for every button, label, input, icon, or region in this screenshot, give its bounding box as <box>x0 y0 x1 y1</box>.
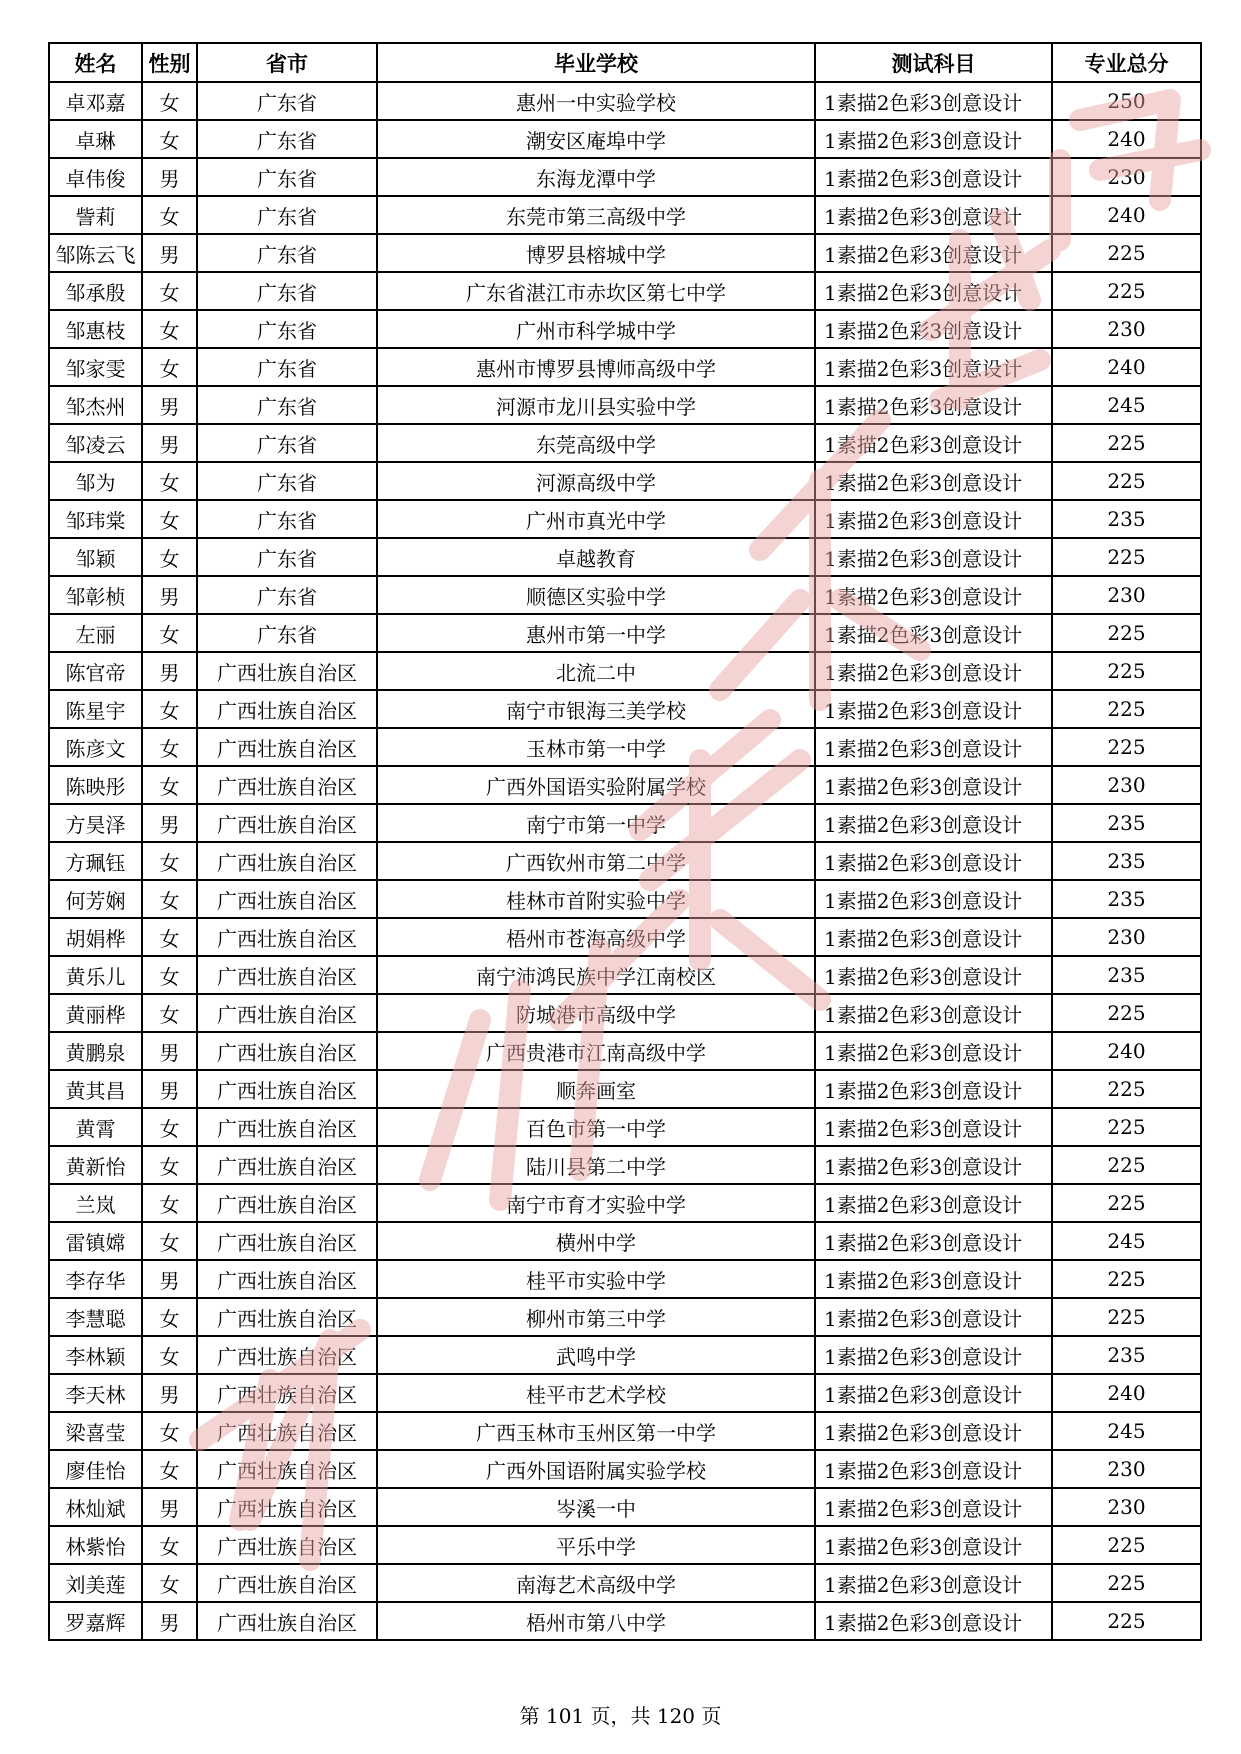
table-row <box>49 1412 1201 1450</box>
cell-province: 广西壮族自治区 <box>197 1184 377 1222</box>
cell-subject: 1素描2色彩3创意设计 <box>815 1146 1052 1184</box>
header-school: 毕业学校 <box>377 43 815 82</box>
cell-school: 东莞高级中学 <box>377 424 815 462</box>
cell-school: 梧州市第八中学 <box>377 1602 815 1640</box>
cell-province: 广西壮族自治区 <box>197 956 377 994</box>
cell-gender: 女 <box>142 690 197 728</box>
cell-school: 顺德区实验中学 <box>377 576 815 614</box>
cell-subject: 1素描2色彩3创意设计 <box>815 348 1052 386</box>
cell-subject: 1素描2色彩3创意设计 <box>815 994 1052 1032</box>
cell-school: 北流二中 <box>377 652 815 690</box>
cell-school: 桂平市实验中学 <box>377 1260 815 1298</box>
cell-subject: 1素描2色彩3创意设计 <box>815 462 1052 500</box>
cell-total-score: 235 <box>1052 804 1201 842</box>
cell-province: 广西壮族自治区 <box>197 1450 377 1488</box>
cell-province: 广东省 <box>197 196 377 234</box>
cell-subject: 1素描2色彩3创意设计 <box>815 120 1052 158</box>
cell-gender: 男 <box>142 576 197 614</box>
header-subject: 测试科目 <box>815 43 1052 82</box>
cell-subject: 1素描2色彩3创意设计 <box>815 1260 1052 1298</box>
cell-school: 南宁市育才实验中学 <box>377 1184 815 1222</box>
cell-school: 南宁沛鸿民族中学江南校区 <box>377 956 815 994</box>
cell-province: 广东省 <box>197 462 377 500</box>
cell-name: 何芳娴 <box>49 880 142 918</box>
cell-gender: 女 <box>142 1146 197 1184</box>
cell-name: 左丽 <box>49 614 142 652</box>
cell-province: 广西壮族自治区 <box>197 1374 377 1412</box>
header-total-score: 专业总分 <box>1052 43 1201 82</box>
cell-name: 雷镇嫦 <box>49 1222 142 1260</box>
cell-gender: 女 <box>142 842 197 880</box>
cell-gender: 女 <box>142 348 197 386</box>
cell-name: 林紫怡 <box>49 1526 142 1564</box>
cell-gender: 女 <box>142 1450 197 1488</box>
cell-subject: 1素描2色彩3创意设计 <box>815 1336 1052 1374</box>
cell-subject: 1素描2色彩3创意设计 <box>815 500 1052 538</box>
cell-subject: 1素描2色彩3创意设计 <box>815 1184 1052 1222</box>
table-row <box>49 1488 1201 1526</box>
cell-gender: 男 <box>142 424 197 462</box>
cell-province: 广西壮族自治区 <box>197 1298 377 1336</box>
cell-gender: 女 <box>142 1298 197 1336</box>
cell-name: 邹杰州 <box>49 386 142 424</box>
cell-gender: 女 <box>142 918 197 956</box>
cell-school: 防城港市高级中学 <box>377 994 815 1032</box>
cell-total-score: 225 <box>1052 994 1201 1032</box>
cell-subject: 1素描2色彩3创意设计 <box>815 614 1052 652</box>
cell-subject: 1素描2色彩3创意设计 <box>815 82 1052 120</box>
cell-school: 河源市龙川县实验中学 <box>377 386 815 424</box>
table-row <box>49 1336 1201 1374</box>
cell-province: 广西壮族自治区 <box>197 1336 377 1374</box>
cell-school: 柳州市第三中学 <box>377 1298 815 1336</box>
cell-subject: 1素描2色彩3创意设计 <box>815 1602 1052 1640</box>
cell-total-score: 225 <box>1052 1298 1201 1336</box>
cell-name: 黄新怡 <box>49 1146 142 1184</box>
cell-school: 桂平市艺术学校 <box>377 1374 815 1412</box>
table-row <box>49 234 1201 272</box>
cell-subject: 1素描2色彩3创意设计 <box>815 1564 1052 1602</box>
cell-gender: 女 <box>142 728 197 766</box>
cell-total-score: 225 <box>1052 1108 1201 1146</box>
cell-province: 广东省 <box>197 348 377 386</box>
cell-total-score: 240 <box>1052 196 1201 234</box>
table-row <box>49 1222 1201 1260</box>
cell-name: 陈星宇 <box>49 690 142 728</box>
cell-gender: 女 <box>142 196 197 234</box>
cell-gender: 女 <box>142 956 197 994</box>
cell-name: 陈彦文 <box>49 728 142 766</box>
cell-gender: 女 <box>142 1564 197 1602</box>
cell-school: 广州市真光中学 <box>377 500 815 538</box>
cell-province: 广东省 <box>197 158 377 196</box>
cell-name: 李天林 <box>49 1374 142 1412</box>
cell-total-score: 225 <box>1052 614 1201 652</box>
cell-province: 广东省 <box>197 386 377 424</box>
table-row <box>49 310 1201 348</box>
header-gender: 性别 <box>142 43 197 82</box>
cell-name: 林灿斌 <box>49 1488 142 1526</box>
cell-subject: 1素描2色彩3创意设计 <box>815 1450 1052 1488</box>
cell-school: 河源高级中学 <box>377 462 815 500</box>
cell-gender: 男 <box>142 386 197 424</box>
cell-name: 黄乐儿 <box>49 956 142 994</box>
cell-gender: 女 <box>142 1184 197 1222</box>
cell-total-score: 235 <box>1052 880 1201 918</box>
cell-school: 惠州市博罗县博师高级中学 <box>377 348 815 386</box>
cell-total-score: 230 <box>1052 158 1201 196</box>
cell-name: 刘美莲 <box>49 1564 142 1602</box>
table-row <box>49 158 1201 196</box>
cell-name: 陈映彤 <box>49 766 142 804</box>
cell-total-score: 230 <box>1052 576 1201 614</box>
table-row <box>49 386 1201 424</box>
cell-school: 潮安区庵埠中学 <box>377 120 815 158</box>
table-row <box>49 272 1201 310</box>
cell-gender: 男 <box>142 158 197 196</box>
cell-total-score: 225 <box>1052 1146 1201 1184</box>
cell-total-score: 225 <box>1052 234 1201 272</box>
cell-province: 广西壮族自治区 <box>197 994 377 1032</box>
cell-total-score: 235 <box>1052 500 1201 538</box>
cell-gender: 女 <box>142 120 197 158</box>
cell-school: 惠州一中实验学校 <box>377 82 815 120</box>
cell-school: 百色市第一中学 <box>377 1108 815 1146</box>
cell-subject: 1素描2色彩3创意设计 <box>815 576 1052 614</box>
cell-province: 广东省 <box>197 310 377 348</box>
cell-subject: 1素描2色彩3创意设计 <box>815 766 1052 804</box>
cell-total-score: 240 <box>1052 348 1201 386</box>
cell-subject: 1素描2色彩3创意设计 <box>815 538 1052 576</box>
cell-subject: 1素描2色彩3创意设计 <box>815 1108 1052 1146</box>
cell-total-score: 245 <box>1052 1222 1201 1260</box>
table-row <box>49 1184 1201 1222</box>
cell-school: 博罗县榕城中学 <box>377 234 815 272</box>
table-body <box>49 82 1201 1640</box>
cell-subject: 1素描2色彩3创意设计 <box>815 1412 1052 1450</box>
cell-total-score: 235 <box>1052 956 1201 994</box>
table-row <box>49 500 1201 538</box>
cell-name: 邹颖 <box>49 538 142 576</box>
cell-name: 罗嘉辉 <box>49 1602 142 1640</box>
cell-school: 卓越教育 <box>377 538 815 576</box>
cell-school: 武鸣中学 <box>377 1336 815 1374</box>
cell-province: 广西壮族自治区 <box>197 1222 377 1260</box>
cell-total-score: 225 <box>1052 1260 1201 1298</box>
table-row <box>49 424 1201 462</box>
cell-gender: 女 <box>142 994 197 1032</box>
cell-school: 南宁市第一中学 <box>377 804 815 842</box>
cell-total-score: 225 <box>1052 1184 1201 1222</box>
cell-total-score: 240 <box>1052 1374 1201 1412</box>
table-row <box>49 1526 1201 1564</box>
table-row <box>49 652 1201 690</box>
cell-subject: 1素描2色彩3创意设计 <box>815 728 1052 766</box>
cell-gender: 女 <box>142 1412 197 1450</box>
table-row <box>49 1260 1201 1298</box>
cell-name: 邹家雯 <box>49 348 142 386</box>
cell-school: 平乐中学 <box>377 1526 815 1564</box>
cell-subject: 1素描2色彩3创意设计 <box>815 956 1052 994</box>
cell-name: 黄丽桦 <box>49 994 142 1032</box>
cell-name: 邹彰桢 <box>49 576 142 614</box>
cell-school: 广西外国语实验附属学校 <box>377 766 815 804</box>
cell-name: 李林颖 <box>49 1336 142 1374</box>
table-row <box>49 614 1201 652</box>
cell-province: 广西壮族自治区 <box>197 1488 377 1526</box>
cell-name: 邹凌云 <box>49 424 142 462</box>
cell-subject: 1素描2色彩3创意设计 <box>815 804 1052 842</box>
cell-province: 广东省 <box>197 120 377 158</box>
cell-total-score: 225 <box>1052 690 1201 728</box>
table-row <box>49 82 1201 120</box>
cell-subject: 1素描2色彩3创意设计 <box>815 386 1052 424</box>
cell-school: 东莞市第三高级中学 <box>377 196 815 234</box>
cell-total-score: 225 <box>1052 1070 1201 1108</box>
score-table <box>48 42 1202 1641</box>
cell-province: 广东省 <box>197 538 377 576</box>
table-row <box>49 1374 1201 1412</box>
cell-subject: 1素描2色彩3创意设计 <box>815 1488 1052 1526</box>
cell-school: 桂林市首附实验中学 <box>377 880 815 918</box>
table-row <box>49 1070 1201 1108</box>
table-row <box>49 766 1201 804</box>
cell-gender: 男 <box>142 1032 197 1070</box>
cell-name: 卓伟俊 <box>49 158 142 196</box>
cell-subject: 1素描2色彩3创意设计 <box>815 196 1052 234</box>
cell-name: 黄鹏泉 <box>49 1032 142 1070</box>
cell-province: 广西壮族自治区 <box>197 918 377 956</box>
table-row <box>49 842 1201 880</box>
cell-total-score: 235 <box>1052 842 1201 880</box>
cell-total-score: 240 <box>1052 120 1201 158</box>
cell-name: 兰岚 <box>49 1184 142 1222</box>
cell-name: 方昊泽 <box>49 804 142 842</box>
cell-province: 广东省 <box>197 272 377 310</box>
table-row <box>49 1564 1201 1602</box>
cell-total-score: 225 <box>1052 1564 1201 1602</box>
table-row <box>49 576 1201 614</box>
table-row <box>49 880 1201 918</box>
cell-province: 广西壮族自治区 <box>197 1412 377 1450</box>
table-row <box>49 728 1201 766</box>
cell-total-score: 230 <box>1052 310 1201 348</box>
cell-gender: 男 <box>142 1070 197 1108</box>
cell-subject: 1素描2色彩3创意设计 <box>815 918 1052 956</box>
cell-province: 广西壮族自治区 <box>197 1260 377 1298</box>
cell-total-score: 225 <box>1052 272 1201 310</box>
cell-total-score: 245 <box>1052 386 1201 424</box>
header-province: 省市 <box>197 43 377 82</box>
cell-school: 岑溪一中 <box>377 1488 815 1526</box>
cell-province: 广西壮族自治区 <box>197 1032 377 1070</box>
cell-total-score: 235 <box>1052 1336 1201 1374</box>
cell-name: 陈官帝 <box>49 652 142 690</box>
cell-province: 广西壮族自治区 <box>197 1146 377 1184</box>
cell-province: 广西壮族自治区 <box>197 842 377 880</box>
cell-gender: 男 <box>142 1374 197 1412</box>
cell-province: 广西壮族自治区 <box>197 690 377 728</box>
cell-school: 顺奔画室 <box>377 1070 815 1108</box>
cell-school: 广西玉林市玉州区第一中学 <box>377 1412 815 1450</box>
table-row <box>49 690 1201 728</box>
table-row <box>49 1298 1201 1336</box>
cell-name: 邹玮棠 <box>49 500 142 538</box>
cell-total-score: 225 <box>1052 424 1201 462</box>
cell-province: 广西壮族自治区 <box>197 804 377 842</box>
table-row <box>49 1602 1201 1640</box>
cell-school: 东海龙潭中学 <box>377 158 815 196</box>
cell-name: 卓邓嘉 <box>49 82 142 120</box>
table-row <box>49 120 1201 158</box>
cell-total-score: 230 <box>1052 1488 1201 1526</box>
cell-province: 广西壮族自治区 <box>197 1108 377 1146</box>
cell-province: 广西壮族自治区 <box>197 1070 377 1108</box>
cell-school: 陆川县第二中学 <box>377 1146 815 1184</box>
cell-name: 廖佳怡 <box>49 1450 142 1488</box>
cell-gender: 女 <box>142 1222 197 1260</box>
table-row <box>49 538 1201 576</box>
table-header-row <box>49 43 1201 82</box>
cell-gender: 女 <box>142 1336 197 1374</box>
table-row <box>49 1108 1201 1146</box>
cell-gender: 女 <box>142 766 197 804</box>
table-row <box>49 196 1201 234</box>
cell-gender: 女 <box>142 82 197 120</box>
cell-gender: 女 <box>142 880 197 918</box>
cell-province: 广西壮族自治区 <box>197 652 377 690</box>
cell-total-score: 230 <box>1052 766 1201 804</box>
cell-gender: 女 <box>142 538 197 576</box>
cell-gender: 男 <box>142 1260 197 1298</box>
cell-province: 广西壮族自治区 <box>197 1602 377 1640</box>
cell-province: 广东省 <box>197 82 377 120</box>
cell-total-score: 230 <box>1052 918 1201 956</box>
cell-subject: 1素描2色彩3创意设计 <box>815 1526 1052 1564</box>
cell-name: 黄霄 <box>49 1108 142 1146</box>
cell-total-score: 225 <box>1052 538 1201 576</box>
cell-province: 广东省 <box>197 500 377 538</box>
cell-subject: 1素描2色彩3创意设计 <box>815 424 1052 462</box>
cell-school: 广西外国语附属实验学校 <box>377 1450 815 1488</box>
cell-gender: 男 <box>142 1488 197 1526</box>
cell-subject: 1素描2色彩3创意设计 <box>815 1032 1052 1070</box>
cell-subject: 1素描2色彩3创意设计 <box>815 1222 1052 1260</box>
table-row <box>49 918 1201 956</box>
cell-name: 邹承殷 <box>49 272 142 310</box>
cell-total-score: 225 <box>1052 1602 1201 1640</box>
cell-school: 横州中学 <box>377 1222 815 1260</box>
cell-gender: 男 <box>142 804 197 842</box>
cell-name: 胡娟桦 <box>49 918 142 956</box>
cell-school: 惠州市第一中学 <box>377 614 815 652</box>
cell-gender: 女 <box>142 614 197 652</box>
cell-province: 广西壮族自治区 <box>197 728 377 766</box>
cell-total-score: 230 <box>1052 1450 1201 1488</box>
cell-subject: 1素描2色彩3创意设计 <box>815 880 1052 918</box>
cell-subject: 1素描2色彩3创意设计 <box>815 234 1052 272</box>
cell-subject: 1素描2色彩3创意设计 <box>815 272 1052 310</box>
cell-province: 广东省 <box>197 234 377 272</box>
cell-total-score: 225 <box>1052 728 1201 766</box>
cell-gender: 男 <box>142 1602 197 1640</box>
cell-name: 邹陈云飞 <box>49 234 142 272</box>
cell-school: 广东省湛江市赤坎区第七中学 <box>377 272 815 310</box>
cell-gender: 男 <box>142 652 197 690</box>
cell-name: 方珮钰 <box>49 842 142 880</box>
table-row <box>49 1146 1201 1184</box>
cell-province: 广西壮族自治区 <box>197 766 377 804</box>
cell-school: 梧州市苍海高级中学 <box>377 918 815 956</box>
page-number: 第 101 页，共 120 页 <box>519 1704 722 1728</box>
cell-province: 广西壮族自治区 <box>197 1564 377 1602</box>
cell-name: 卓琳 <box>49 120 142 158</box>
cell-subject: 1素描2色彩3创意设计 <box>815 310 1052 348</box>
cell-gender: 女 <box>142 272 197 310</box>
cell-province: 广东省 <box>197 614 377 652</box>
cell-province: 广东省 <box>197 576 377 614</box>
cell-school: 南宁市银海三美学校 <box>377 690 815 728</box>
cell-name: 邹惠枝 <box>49 310 142 348</box>
cell-subject: 1素描2色彩3创意设计 <box>815 652 1052 690</box>
cell-subject: 1素描2色彩3创意设计 <box>815 1374 1052 1412</box>
header-name: 姓名 <box>49 43 142 82</box>
cell-total-score: 225 <box>1052 652 1201 690</box>
cell-total-score: 225 <box>1052 462 1201 500</box>
cell-subject: 1素描2色彩3创意设计 <box>815 690 1052 728</box>
cell-subject: 1素描2色彩3创意设计 <box>815 158 1052 196</box>
table-row <box>49 956 1201 994</box>
cell-subject: 1素描2色彩3创意设计 <box>815 842 1052 880</box>
cell-province: 广西壮族自治区 <box>197 1526 377 1564</box>
cell-total-score: 245 <box>1052 1412 1201 1450</box>
cell-school: 南海艺术高级中学 <box>377 1564 815 1602</box>
cell-gender: 男 <box>142 234 197 272</box>
cell-province: 广东省 <box>197 424 377 462</box>
cell-gender: 女 <box>142 310 197 348</box>
table-row <box>49 348 1201 386</box>
cell-name: 李慧聪 <box>49 1298 142 1336</box>
cell-name: 訾莉 <box>49 196 142 234</box>
cell-subject: 1素描2色彩3创意设计 <box>815 1070 1052 1108</box>
table-row <box>49 1450 1201 1488</box>
cell-school: 广州市科学城中学 <box>377 310 815 348</box>
cell-name: 黄其昌 <box>49 1070 142 1108</box>
table-row <box>49 1032 1201 1070</box>
table-row <box>49 804 1201 842</box>
cell-name: 邹为 <box>49 462 142 500</box>
cell-school: 广西钦州市第二中学 <box>377 842 815 880</box>
cell-school: 玉林市第一中学 <box>377 728 815 766</box>
cell-name: 梁喜莹 <box>49 1412 142 1450</box>
cell-total-score: 250 <box>1052 82 1201 120</box>
cell-gender: 女 <box>142 462 197 500</box>
cell-total-score: 240 <box>1052 1032 1201 1070</box>
cell-gender: 女 <box>142 500 197 538</box>
table-row <box>49 994 1201 1032</box>
cell-name: 李存华 <box>49 1260 142 1298</box>
cell-gender: 女 <box>142 1108 197 1146</box>
cell-school: 广西贵港市江南高级中学 <box>377 1032 815 1070</box>
cell-total-score: 225 <box>1052 1526 1201 1564</box>
cell-province: 广西壮族自治区 <box>197 880 377 918</box>
cell-gender: 女 <box>142 1526 197 1564</box>
table-row <box>49 462 1201 500</box>
cell-subject: 1素描2色彩3创意设计 <box>815 1298 1052 1336</box>
